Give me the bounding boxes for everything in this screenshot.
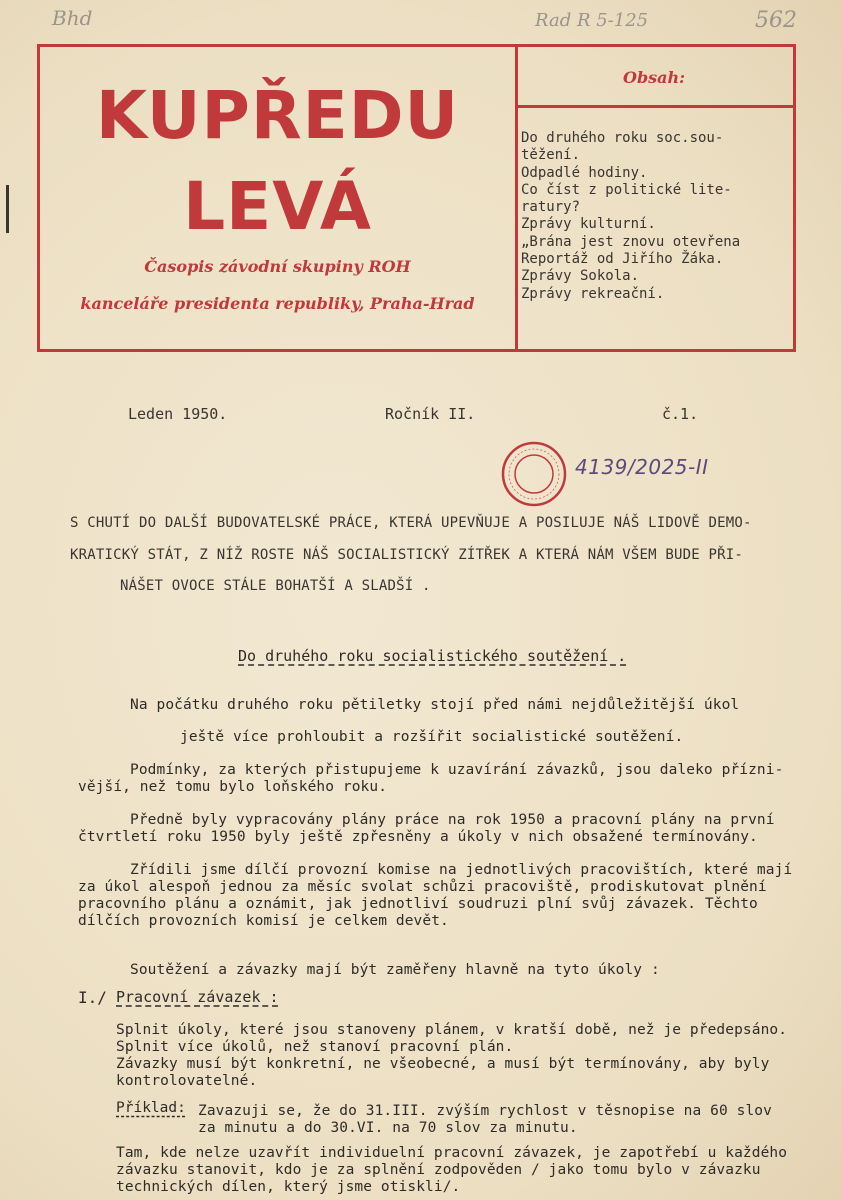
section-line: Závazky musí být konkretní, ne všeobecné, a musí být termínovány, aby byly bbox=[116, 1056, 770, 1072]
article-line: Zřídili jsme dílčí provozní komise na jednotlivých pracovištích, které mají bbox=[130, 862, 793, 878]
section-line: Zavazuji se, že do 31.III. zvýším rychlost v těsnopise na 60 slov bbox=[198, 1103, 772, 1119]
slogan-line: NÁŠET OVOCE STÁLE BOHATŠÍ A SLADŠÍ . bbox=[120, 578, 431, 594]
contents-item: Reportáž od Jiřího Žáka. bbox=[521, 251, 724, 268]
slogan-line: KRATICKÝ STÁT, Z NÍŽ ROSTE NÁŠ SOCIALISTICKÝ ZÍTŘEK A KTERÁ NÁM VŠEM BUDE PŘI- bbox=[70, 547, 744, 563]
section-line: za minutu a do 30.VI. na 70 slov za minutu. bbox=[198, 1120, 578, 1136]
masthead-title-line2: LEVÁ bbox=[183, 168, 372, 245]
article-line: Soutěžení a závazky mají být zaměřeny hlavně na tyto úkoly : bbox=[130, 962, 660, 978]
contents-item: Zprávy rekreační. bbox=[521, 285, 665, 302]
issue-number: č.1. bbox=[662, 405, 699, 423]
margin-mark bbox=[6, 185, 9, 233]
article-line: vější, než tomu bylo loňského roku. bbox=[78, 779, 388, 795]
masthead-title-line1: KUPŘEDU bbox=[95, 77, 460, 154]
contents-item: „Brána jest znovu otevřena bbox=[521, 233, 741, 250]
article-line: dílčích provozních komisí je celkem devět. bbox=[78, 913, 449, 929]
handwritten-page-number: 562 bbox=[755, 8, 797, 33]
masthead-divider-vertical bbox=[515, 47, 518, 352]
contents-item: Odpadlé hodiny. bbox=[521, 164, 648, 181]
article-line: čtvrtletí roku 1950 byly ještě zpřesněny a úkoly v nich obsažené termínovány. bbox=[78, 829, 758, 845]
masthead-divider-horizontal bbox=[518, 105, 796, 108]
article-line: pracovního plánu a oznámit, jak jednotliví soudruzi plní svůj závazek. Těchto bbox=[78, 896, 758, 912]
section-number: I./ bbox=[78, 988, 107, 1007]
section-line: Splnit více úkolů, než stanoví pracovní plán. bbox=[116, 1039, 514, 1055]
article-title: Do druhého roku socialistického soutěžení . bbox=[238, 647, 627, 665]
section-line: závazku stanovit, kdo je za splnění zodpověden / jako tomu bylo v závazku bbox=[116, 1162, 761, 1178]
contents-item: Do druhého roku soc.sou- bbox=[521, 130, 724, 146]
section-label: Pracovní závazek : bbox=[116, 988, 279, 1006]
contents-label: Obsah: bbox=[623, 68, 686, 87]
masthead-subtitle-line1: Časopis závodní skupiny ROH bbox=[144, 257, 411, 276]
contents-item: těžení. bbox=[521, 147, 581, 164]
article-line: za úkol alespoň jednou za měsíc svolat schůzi pracoviště, prodiskutovat plnění bbox=[78, 879, 767, 895]
section-line: technických dílen, který jsme otiskli/. bbox=[116, 1179, 461, 1195]
issue-date: Leden 1950. bbox=[128, 405, 228, 423]
article-line: Na počátku druhého roku pětiletky stojí před námi nejdůležitější úkol bbox=[130, 697, 740, 713]
handwritten-note-left: Bhd bbox=[52, 6, 93, 30]
section-line: Splnit úkoly, které jsou stanoveny plánem, v kratší době, než je předepsáno. bbox=[116, 1022, 788, 1038]
inventory-number: 4139/2025-II bbox=[575, 455, 709, 479]
masthead-subtitle-line2: kanceláře presidenta republiky, Praha-Hrad bbox=[80, 294, 475, 313]
handwritten-reference: Rad R 5-125 bbox=[535, 10, 649, 31]
library-stamp-icon bbox=[500, 440, 568, 508]
contents-item: Zprávy Sokola. bbox=[521, 268, 640, 285]
contents-item: ratury? bbox=[521, 199, 581, 216]
contents-item: Zprávy kulturní. bbox=[521, 216, 656, 233]
section-line: kontrolovatelné. bbox=[116, 1073, 258, 1089]
issue-volume: Ročník II. bbox=[385, 405, 476, 423]
article-line: Podmínky, za kterých přistupujeme k uzavírání závazků, jsou daleko přízni- bbox=[130, 762, 784, 778]
contents-list bbox=[521, 130, 801, 303]
contents-item: Co číst z politické lite- bbox=[521, 181, 732, 198]
section-line: Tam, kde nelze uzavřít individuelní pracovní závazek, je zapotřebí u každého bbox=[116, 1145, 788, 1161]
article-line: Předně byly vypracovány plány práce na rok 1950 a pracovní plány na první bbox=[130, 812, 775, 828]
article-line: ještě více prohloubit a rozšířit socialistické soutěžení. bbox=[180, 729, 684, 745]
slogan-line: S CHUTÍ DO DALŠÍ BUDOVATELSKÉ PRÁCE, KTERÁ UPEVŇUJE A POSILUJE NÁŠ LIDOVĚ DEMO- bbox=[70, 515, 752, 531]
example-label: Příklad: bbox=[116, 1100, 186, 1116]
